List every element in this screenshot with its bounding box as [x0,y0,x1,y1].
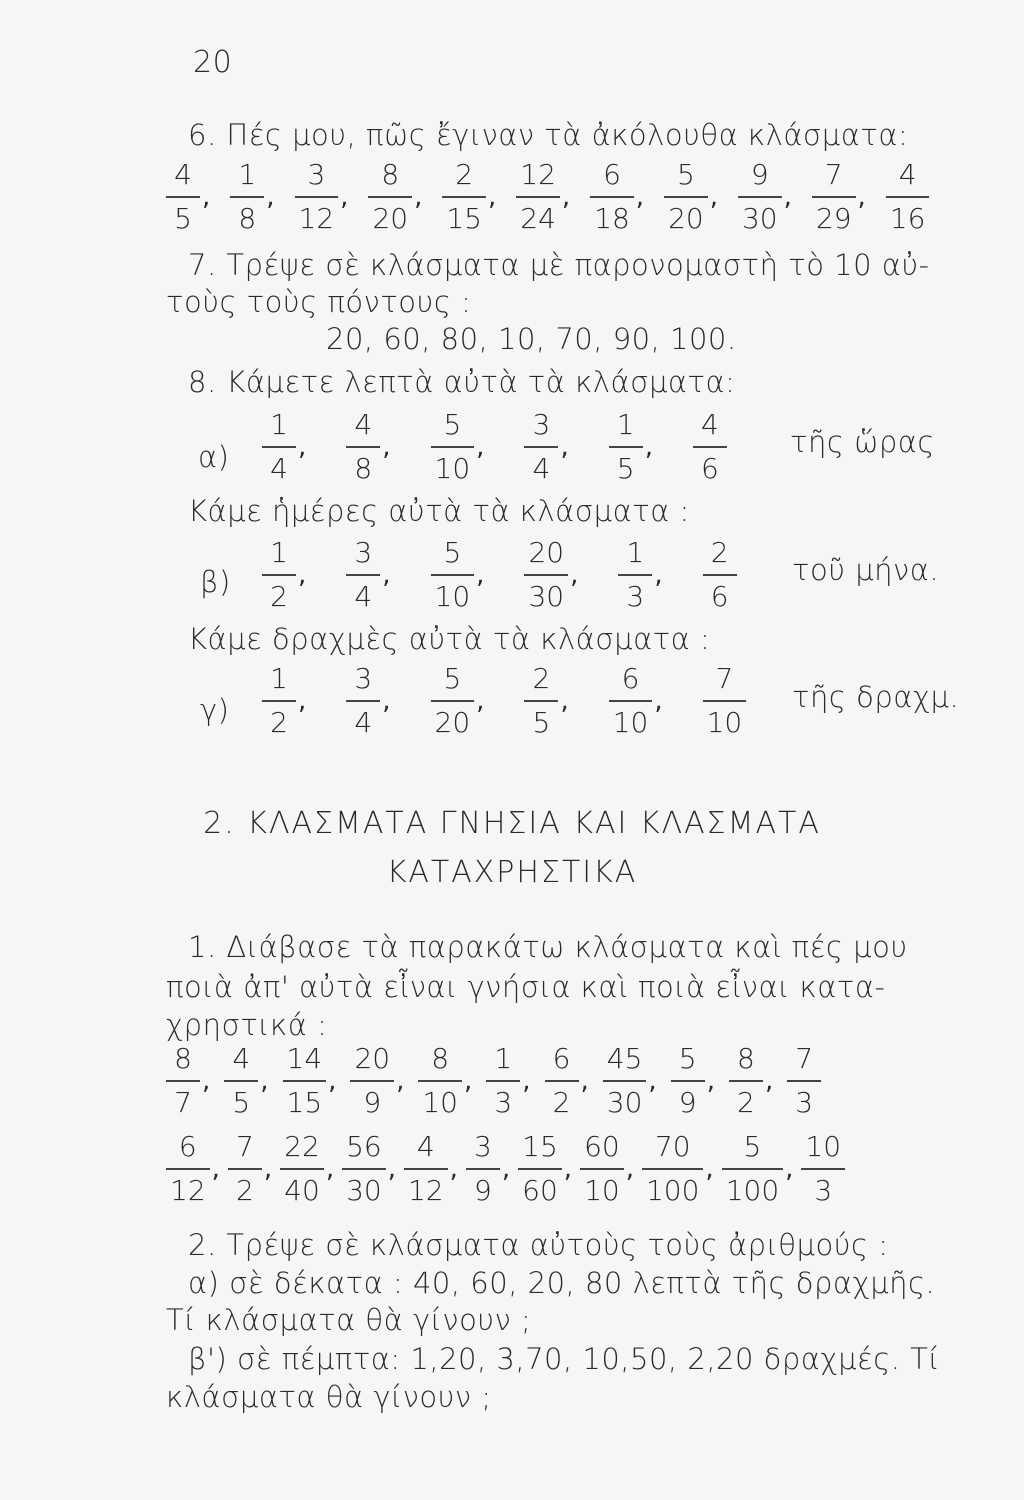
fraction-numerator: 3 [354,662,373,695]
fraction-numerator: 5 [443,536,462,569]
fraction [787,1042,821,1120]
fraction-numerator: 5 [443,408,462,441]
fraction [642,1130,703,1208]
fraction-numerator: 4 [232,1042,251,1075]
fraction-bar [738,196,782,198]
fraction-bar [618,574,652,576]
fraction-denominator: 40 [284,1173,320,1207]
fraction-numerator: 5 [678,1042,697,1075]
section-2-exercise-1-row2 [166,1130,845,1208]
separator-comma: , [263,1153,273,1184]
separator-comma: , [260,1065,269,1096]
separator-comma: , [561,181,571,212]
fraction-bar [166,1080,200,1082]
separator-comma: , [705,1153,714,1184]
fraction-denominator: 3 [814,1173,833,1207]
separator-comma: , [298,685,307,716]
fraction-bar [431,574,475,576]
section-2-exercise-2b-line2: κλάσματα θὰ γίνουν ; [166,1380,492,1414]
separator-comma: , [340,181,349,212]
fraction [228,1130,262,1208]
fraction-denominator: 10 [584,1173,620,1207]
fraction [693,408,727,486]
fraction-bar [342,1168,386,1170]
fraction-bar [466,1168,500,1170]
fraction [518,1130,562,1208]
fraction [166,1130,210,1208]
fraction-numerator: 20 [528,536,565,569]
separator-comma: , [387,1153,396,1184]
separator-comma: , [382,685,391,716]
fraction-bar [262,574,296,576]
separator-comma: , [211,1153,220,1184]
section-2-exercise-1-line1: 1. Διάβασε τὰ παρακάτω κλάσματα καὶ πές μου [188,930,908,964]
exercise-8-title: 8. Κάμετε λεπτὰ αὐτὰ τὰ κλάσματα: [188,365,736,399]
separator-comma: , [414,181,423,212]
fraction-numerator: 3 [307,158,326,191]
fraction [346,662,380,740]
fraction-denominator: 60 [522,1173,558,1207]
fraction-bar [524,446,558,448]
fraction-denominator: 10 [434,451,471,485]
fraction-numerator: 3 [354,536,373,569]
fraction-numerator: 1 [238,158,257,191]
fraction [618,536,652,614]
separator-comma: , [328,1065,337,1096]
section-2-exercise-2b-line1: β') σὲ πέμπτα: 1,20, 3,70, 10,50, 2,20 δραχμές. Τί [188,1342,941,1376]
fraction-numerator: 9 [750,158,769,191]
fraction [671,1042,705,1120]
fraction-numerator: 1 [494,1042,513,1075]
fraction-denominator: 2 [235,1173,254,1207]
separator-comma: , [563,1153,573,1184]
separator-comma: , [266,181,275,212]
separator-comma: , [476,685,485,716]
fraction-numerator: 10 [805,1130,842,1163]
separator-comma: , [382,559,391,590]
section-2-exercise-2-title: 2. Τρέψε σὲ κλάσματα αὐτοὺς τοὺς ἀριθμούς : [188,1228,889,1262]
fraction-denominator: 10 [422,1085,458,1119]
fraction-denominator: 12 [170,1173,206,1207]
fraction-denominator: 9 [678,1085,697,1119]
fraction-numerator: 1 [270,408,288,441]
fraction-bar [418,1080,462,1082]
fraction-bar [609,446,643,448]
fraction-numerator: 20 [354,1042,391,1075]
section-2-exercise-2a-line1: α) σὲ δέκατα : 40, 60, 20, 80 λεπτὰ τῆς δραχμῆς. [188,1266,936,1300]
fraction [703,536,737,614]
separator-comma: , [580,1065,589,1096]
fraction-bar [801,1168,845,1170]
fraction-numerator: 3 [532,408,551,441]
separator-comma: , [709,181,718,212]
fraction [580,1130,624,1208]
section-2-heading-line1: 2. ΚΛΑΣΜΑΤΑ ΓΝΗΣΙΑ ΚΑΙ ΚΛΑΣΜΑΤΑ [203,806,821,841]
exercise-8c-fractions [262,662,746,740]
separator-comma: , [570,559,579,590]
fraction-numerator: 5 [743,1130,762,1163]
fraction-denominator: 3 [494,1085,513,1119]
fraction-denominator: 4 [270,451,288,485]
fraction [262,662,296,740]
fraction-numerator: 45 [606,1042,643,1075]
fraction [404,1130,448,1208]
fraction [368,158,412,236]
fraction-denominator: 2 [552,1085,571,1119]
fraction-denominator: 16 [889,201,926,235]
exercise-8c-intro: Κάμε δραχμὲς αὐτὰ τὰ κλάσματα : [188,622,711,656]
fraction-numerator: 4 [898,158,917,191]
fraction [431,408,475,486]
fraction-denominator: 6 [710,579,729,613]
fraction-numerator: 1 [270,662,288,695]
separator-comma: , [654,559,663,590]
fraction-denominator: 20 [668,201,704,235]
fraction-numerator: 7 [824,158,843,191]
fraction [609,662,653,740]
fraction-denominator: 18 [594,201,630,235]
fraction-denominator: 2 [737,1085,755,1119]
fraction-numerator: 4 [354,408,373,441]
fraction-bar [431,700,475,702]
fraction-denominator: 8 [238,201,257,235]
exercise-8c-label: γ) [200,693,230,727]
fraction-numerator: 7 [715,662,734,695]
fraction-denominator: 30 [528,579,565,613]
fraction-bar [590,196,634,198]
fraction-denominator: 5 [232,1085,251,1119]
fraction [431,536,475,614]
fraction-bar [609,700,653,702]
fraction-denominator: 4 [354,579,373,613]
fraction [280,1130,324,1208]
fraction-denominator: 9 [363,1085,382,1119]
fraction [350,1042,394,1120]
separator-comma: , [635,181,645,212]
fraction-denominator: 8 [354,451,373,485]
fraction-numerator: 2 [710,536,729,569]
section-2-exercise-1-line2: ποιὰ ἀπ' αὐτὰ εἶναι γνήσια καὶ ποιὰ εἶναι κατα- [166,970,886,1004]
fraction-denominator: 12 [298,201,335,235]
fraction-bar [166,1168,210,1170]
fraction-numerator: 4 [416,1130,435,1163]
separator-comma: , [560,685,569,716]
fraction-bar [486,1080,520,1082]
fraction [342,1130,386,1208]
fraction-numerator: 8 [431,1042,450,1075]
exercise-8b-suffix: τοῦ μήνα. [792,553,940,587]
fraction-denominator: 7 [174,1085,192,1119]
fraction-denominator: 3 [795,1085,814,1119]
separator-comma: , [764,1065,774,1096]
separator-comma: , [298,559,307,590]
fraction [346,408,380,486]
fraction-numerator: 8 [737,1042,755,1075]
fraction-denominator: 24 [520,201,556,235]
fraction-numerator: 12 [520,158,556,191]
fraction-denominator: 3 [626,579,645,613]
fraction-bar [166,196,200,198]
fraction-denominator: 4 [354,705,373,739]
fraction-numerator: 70 [654,1130,691,1163]
fraction-denominator: 100 [645,1173,700,1207]
fraction [442,158,486,236]
fraction [729,1042,763,1120]
fraction-numerator: 15 [522,1130,558,1163]
exercise-8c-suffix: τῆς δραχμ. [792,680,960,714]
separator-comma: , [706,1065,715,1096]
fraction-bar [230,196,264,198]
fraction-bar [283,1080,327,1082]
fraction-bar [346,446,380,448]
fraction-bar [404,1168,448,1170]
exercise-8b-label: β) [200,565,231,599]
fraction-bar [346,574,380,576]
fraction-bar [350,1080,394,1082]
fraction-denominator: 29 [815,201,852,235]
fraction-bar [729,1080,763,1082]
fraction [516,158,560,236]
fraction-bar [262,700,296,702]
fraction-bar [603,1080,647,1082]
fraction-denominator: 30 [606,1085,643,1119]
separator-comma: , [625,1153,634,1184]
fraction-denominator: 15 [446,201,482,235]
exercise-6-fractions [166,158,929,236]
fraction-denominator: 5 [174,201,192,235]
fraction [609,408,643,486]
fraction-denominator: 20 [372,201,409,235]
section-2-exercise-1-row1 [166,1042,821,1120]
fraction-numerator: 6 [552,1042,571,1075]
separator-comma: , [382,431,391,462]
fraction-bar [442,196,486,198]
fraction-numerator: 8 [174,1042,192,1075]
fraction-bar [524,700,558,702]
exercise-8b-intro: Κάμε ἡμέρες αὐτὰ τὰ κλάσματα : [188,494,690,528]
separator-comma: , [396,1065,405,1096]
separator-comma: , [298,431,307,462]
fraction [166,158,200,236]
fraction-numerator: 1 [270,536,288,569]
separator-comma: , [785,1153,794,1184]
separator-comma: , [522,1065,531,1096]
section-2-exercise-2a-line2: Τί κλάσματα θὰ γίνουν ; [166,1303,532,1337]
separator-comma: , [487,181,497,212]
page-number: 20 [193,45,233,80]
section-2-heading-line2: ΚΑΤΑΧΡΗΣΤΙΚΑ [386,855,638,890]
fraction-numerator: 1 [616,408,635,441]
fraction-numerator: 2 [532,662,551,695]
fraction-denominator: 2 [270,705,288,739]
separator-comma: , [501,1153,511,1184]
fraction-numerator: 2 [455,158,474,191]
fraction-denominator: 5 [532,705,551,739]
fraction [590,158,634,236]
fraction [262,408,296,486]
fraction [466,1130,500,1208]
fraction-denominator: 4 [532,451,551,485]
exercise-8a-label: α) [198,440,230,474]
fraction-denominator: 15 [286,1085,323,1119]
fraction-numerator: 5 [676,158,695,191]
fraction-bar [703,700,747,702]
fraction-denominator: 10 [612,705,649,739]
fraction-bar [518,1168,562,1170]
fraction-numerator: 8 [381,158,400,191]
fraction-bar [224,1080,258,1082]
fraction-denominator: 6 [701,451,719,485]
fraction-bar [228,1168,262,1170]
fraction [224,1042,258,1120]
fraction [801,1130,845,1208]
fraction-numerator: 1 [626,536,645,569]
fraction [738,158,782,236]
fraction-numerator: 56 [346,1130,382,1163]
fraction [262,536,296,614]
separator-comma: , [644,431,653,462]
fraction-bar [787,1080,821,1082]
fraction-bar [524,574,568,576]
fraction-bar [671,1080,705,1082]
fraction [295,158,339,236]
fraction [431,662,475,740]
fraction-bar [280,1168,324,1170]
exercise-8a-suffix: τῆς ὥρας [790,425,935,459]
separator-comma: , [476,559,485,590]
exercise-7-line2: τοὺς τοὺς πόντους : [166,285,472,319]
fraction-denominator: 30 [346,1173,382,1207]
fraction-bar [664,196,708,198]
fraction [524,662,558,740]
fraction-numerator: 3 [473,1130,492,1163]
fraction-bar [516,196,560,198]
fraction-numerator: 6 [603,158,621,191]
fraction-denominator: 100 [725,1173,780,1207]
separator-comma: , [325,1153,335,1184]
fraction [418,1042,462,1120]
fraction-bar [368,196,412,198]
fraction-numerator: 6 [621,662,640,695]
fraction [283,1042,327,1120]
fraction [486,1042,520,1120]
fraction-denominator: 5 [616,451,635,485]
fraction [603,1042,647,1120]
exercise-8b-fractions [262,536,737,614]
fraction [346,536,380,614]
fraction-numerator: 60 [584,1130,620,1163]
fraction-bar [262,446,296,448]
fraction-bar [642,1168,703,1170]
section-2-exercise-1-line3: χρηστικά : [166,1008,328,1042]
fraction [812,158,856,236]
separator-comma: , [202,181,211,212]
fraction-bar [346,700,380,702]
fraction-denominator: 30 [741,201,778,235]
fraction [545,1042,579,1120]
exercise-7-line1: 7. Τρέψε σὲ κλάσματα μὲ παρονομαστὴ τὸ 10 αὐ- [188,248,930,282]
fraction [722,1130,783,1208]
fraction-bar [431,446,475,448]
fraction-numerator: 5 [443,662,462,695]
fraction-bar [545,1080,579,1082]
fraction-numerator: 4 [174,158,192,191]
fraction [886,158,930,236]
fraction-bar [812,196,856,198]
exercise-7-values: 20, 60, 80, 10, 70, 90, 100. [326,322,737,356]
fraction-denominator: 20 [434,705,471,739]
fraction [524,408,558,486]
fraction-bar [580,1168,624,1170]
separator-comma: , [449,1153,458,1184]
separator-comma: , [654,685,663,716]
fraction-numerator: 22 [284,1130,320,1163]
fraction [166,1042,200,1120]
fraction-numerator: 7 [235,1130,254,1163]
fraction-numerator: 7 [795,1042,814,1075]
fraction [664,158,708,236]
fraction [703,662,747,740]
fraction [524,536,568,614]
exercise-6-title: 6. Πές μου, πῶς ἔγιναν τὰ ἀκόλουθα κλάσματα: [188,118,909,152]
fraction-numerator: 14 [286,1042,323,1075]
fraction-bar [693,446,727,448]
fraction-bar [886,196,930,198]
separator-comma: , [476,431,485,462]
fraction-bar [703,574,737,576]
fraction-bar [295,196,339,198]
fraction-denominator: 2 [270,579,288,613]
separator-comma: , [463,1065,473,1096]
fraction-bar [722,1168,783,1170]
separator-comma: , [560,431,569,462]
fraction-denominator: 12 [407,1173,444,1207]
separator-comma: , [202,1065,211,1096]
fraction-numerator: 6 [178,1130,197,1163]
separator-comma: , [783,181,792,212]
fraction-denominator: 10 [706,705,743,739]
separator-comma: , [857,181,866,212]
separator-comma: , [648,1065,657,1096]
fraction-denominator: 10 [434,579,471,613]
fraction-numerator: 4 [701,408,719,441]
fraction [230,158,264,236]
exercise-8a-fractions [262,408,727,486]
fraction-denominator: 9 [473,1173,492,1207]
